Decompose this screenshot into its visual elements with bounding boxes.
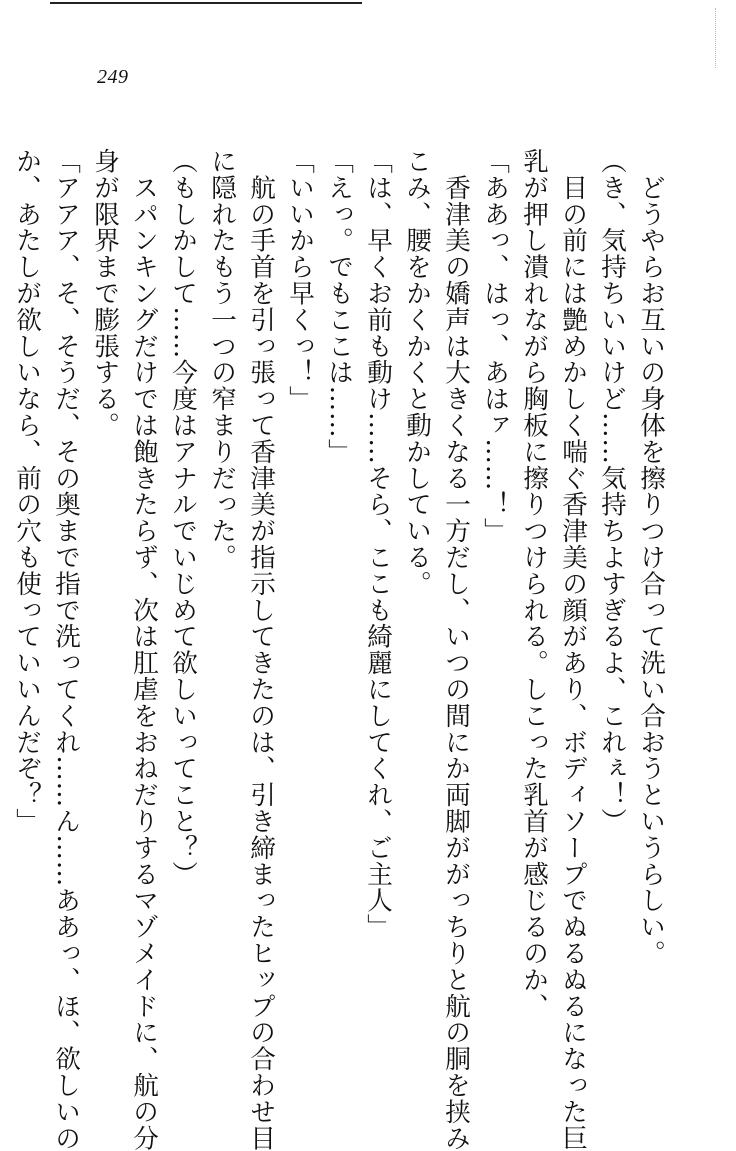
text-line: 目の前には艶めかしく喘ぐ香津美の顔があり、ボディソープでぬるぬるになった巨 [558, 148, 588, 1151]
text-line: か、あたしが欲しいなら、前の穴も使っていいんだぞ？」 [12, 148, 42, 835]
text-line: に隠れたもう一つの窄まりだった。 [207, 148, 237, 571]
text-line: （き、気持ちいいけど……気持ちよすぎるよ、これぇ！） [597, 148, 627, 835]
margin-marks [715, 8, 720, 68]
top-rule [50, 2, 362, 4]
text-line: 身が限界まで膨張する。 [90, 148, 120, 439]
text-line: 「いいから早くっ！」 [285, 148, 315, 412]
text-line: 「は、早くお前も動け……そら、ここも綺麗にしてくれ、ご主人」 [363, 148, 393, 940]
vertical-text-block [7, 148, 670, 1151]
text-line: 香津美の嬌声は大きくなる一方だし、いつの間にか両脚ががっちりと航の胴を挟み [441, 148, 471, 1151]
page-number: 249 [97, 66, 129, 88]
text-line: 乳が押し潰れながら胸板に擦りつけられる。しこった乳首が感じるのか、 [519, 148, 549, 1020]
text-line: スパンキングだけでは飽きたらず、次は肛虐をおねだりするマゾメイドに、航の分 [129, 148, 159, 1151]
text-line: こみ、腰をかくかくと動かしている。 [402, 148, 432, 597]
text-line: 「アアア、そ、そうだ、その奥まで指で洗ってくれ……ん……ああっ、ほ、欲しいの [51, 148, 81, 1151]
text-line: （もしかして……今度はアナルでいじめて欲しいってこと？） [168, 148, 198, 888]
text-line: どうやらお互いの身体を擦りつけ合って洗い合おうというらしい。 [636, 148, 666, 967]
text-line: 「えっ。でもここは……」 [324, 148, 354, 465]
text-line: 航の手首を引っ張って香津美が指示してきたのは、引き締まったヒップの合わせ目 [246, 148, 276, 1151]
text-line: 「ああっ、はっ、あはァ……！」 [480, 148, 510, 544]
